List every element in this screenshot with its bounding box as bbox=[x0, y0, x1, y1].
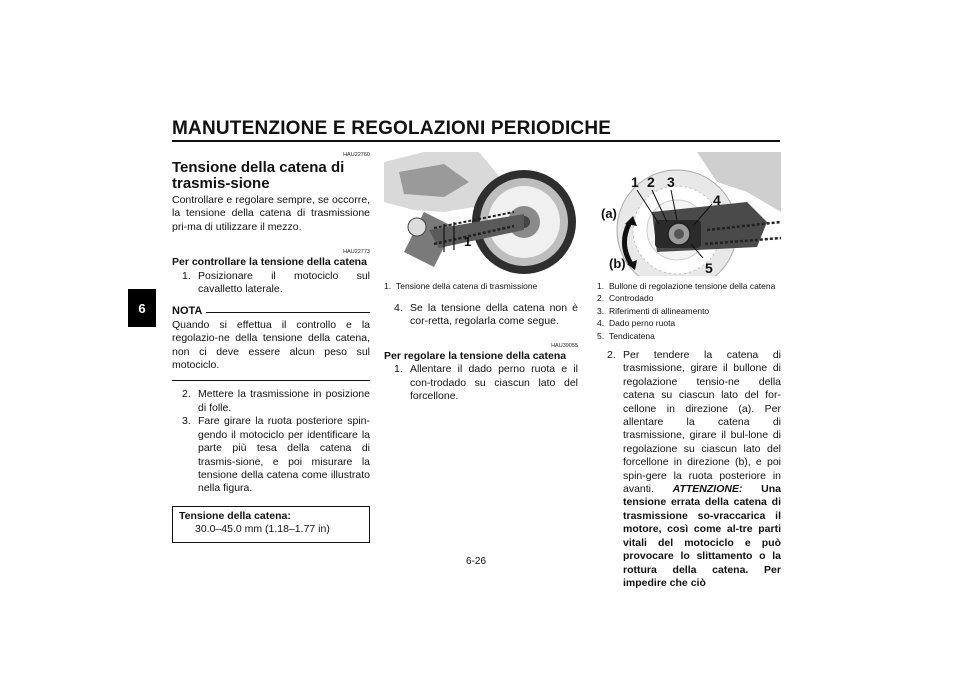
caption-text: Tensione della catena di trasmissione bbox=[396, 281, 538, 291]
list-item bbox=[384, 363, 578, 403]
list-item-text: Allentare il dado perno ruota e il con-trodado su ciascun lato del forcellone. bbox=[410, 363, 578, 403]
note-end-rule bbox=[172, 380, 370, 381]
reference-code: HAU22773 bbox=[343, 249, 370, 256]
caption-number: 3. bbox=[597, 305, 605, 316]
attention-text: Una tensione errata della catena di trasmissione so-vraccarica il motore, così come al-tre parti vitali del motociclo e può provocare lo slittamento o la rottura della catena. Per impedire che ciò bbox=[623, 483, 781, 589]
note-text: Quando si effettua il controllo e la regolazio-ne della tensione della catena, non ci deve essere alcun peso sul motociclo. bbox=[172, 318, 370, 372]
subheading: Per regolare la tensione della catena bbox=[384, 349, 567, 362]
caption-text: Dado perno ruota bbox=[609, 318, 676, 329]
reference-code: HAU39055 bbox=[551, 342, 578, 349]
motorcycle-rear-illustration bbox=[384, 152, 578, 276]
caption-text: Tendicatena bbox=[609, 330, 655, 341]
photo-caption bbox=[384, 280, 578, 292]
photo-callout-4: 4 bbox=[713, 192, 721, 208]
reference-code: HAU22760 bbox=[343, 152, 370, 158]
caption-number: 2. bbox=[597, 293, 605, 304]
caption-item bbox=[597, 280, 781, 292]
caption-text: Controdado bbox=[609, 293, 654, 304]
section-heading: Tensione della catena di trasmis-sione bbox=[172, 159, 345, 192]
note-header bbox=[172, 305, 370, 318]
chain-tension-photo bbox=[384, 152, 578, 276]
list-item-number: 3. bbox=[182, 415, 191, 428]
photo-callout-a: (a) bbox=[601, 206, 617, 221]
caption-item bbox=[597, 292, 781, 304]
caption-item bbox=[597, 317, 781, 329]
list-item-text: Fare girare la ruota posteriore spin-gendo il motociclo per identificare la parte più tesa della catena di trasmis-sione, e poi misurare la tensione della catena come illustrato nella figura. bbox=[198, 415, 370, 495]
caption-item bbox=[597, 330, 781, 342]
caption-text: Bullone di regolazione tensione della catena bbox=[609, 281, 776, 291]
header-rule bbox=[172, 140, 780, 142]
list-item bbox=[172, 388, 370, 415]
list-item-text: Se la tensione della catena non è cor-retta, regolarla come segue. bbox=[410, 302, 578, 328]
chapter-tab: 6 bbox=[128, 289, 156, 327]
step-text: Per tendere la catena di trasmissione, girare il bullone di regolazione tensio-ne della catena su ciascun lato del for-cellone in direzione (a). Per allentare la catena di trasmissione, girare il bul-lone di regolazione su ciascun lato del forcellone in direzione (b), e poi spin-gere la ruota posteriore in avanti. bbox=[623, 349, 781, 496]
attention-label: ATTENZIONE: bbox=[672, 483, 743, 496]
caption-text: Riferimenti di allineamento bbox=[609, 305, 710, 316]
middle-column bbox=[384, 302, 578, 403]
list-item-number: 2. bbox=[607, 349, 616, 361]
photo-callout-1: 1 bbox=[631, 174, 639, 190]
photo-callout-5: 5 bbox=[705, 260, 713, 276]
note-label: NOTA bbox=[172, 305, 203, 318]
caption-number: 4. bbox=[597, 318, 605, 329]
photo-caption bbox=[597, 280, 781, 342]
list-item bbox=[172, 270, 370, 297]
note-rule bbox=[206, 312, 370, 313]
page-header-title: MANUTENZIONE E REGOLAZIONI PERIODICHE bbox=[172, 118, 612, 139]
caption-number: 1. bbox=[597, 281, 605, 291]
list-item bbox=[172, 415, 370, 495]
list-item-text bbox=[623, 349, 781, 590]
photo-callout-b: (b) bbox=[609, 256, 626, 271]
left-column bbox=[172, 152, 370, 543]
spec-box bbox=[172, 506, 370, 543]
spec-title: Tensione della catena: bbox=[179, 509, 291, 522]
list-item-number: 4. bbox=[394, 302, 403, 314]
caption-item bbox=[597, 305, 781, 317]
intro-paragraph: Controllare e regolare sempre, se occorre, la tensione della catena di trasmissione pri-ma di utilizzare il mezzo. bbox=[172, 194, 370, 233]
list-item-number: 2. bbox=[182, 388, 191, 401]
chain-adjuster-photo bbox=[597, 152, 781, 276]
photo-callout-2: 2 bbox=[647, 174, 655, 190]
subheading: Per controllare la tensione della catena bbox=[172, 256, 367, 269]
right-column bbox=[597, 349, 781, 590]
caption-number: 5. bbox=[597, 330, 605, 341]
caption-item bbox=[384, 280, 578, 292]
list-item bbox=[384, 302, 578, 329]
list-item-text: Posizionare il motociclo sul cavalletto laterale. bbox=[198, 269, 370, 296]
list-item bbox=[597, 349, 781, 590]
list-item-text: Mettere la trasmissione in posizione di folle. bbox=[198, 388, 370, 414]
caption-number: 1. bbox=[384, 281, 392, 291]
list-item-number: 1. bbox=[182, 269, 191, 282]
spec-value: 30.0–45.0 mm (1.18–1.77 in) bbox=[195, 523, 330, 536]
photo-callout-1: 1 bbox=[464, 234, 472, 249]
page-number: 6-26 bbox=[466, 556, 487, 567]
list-item-number: 1. bbox=[394, 363, 403, 376]
photo-callout-3: 3 bbox=[667, 174, 675, 190]
